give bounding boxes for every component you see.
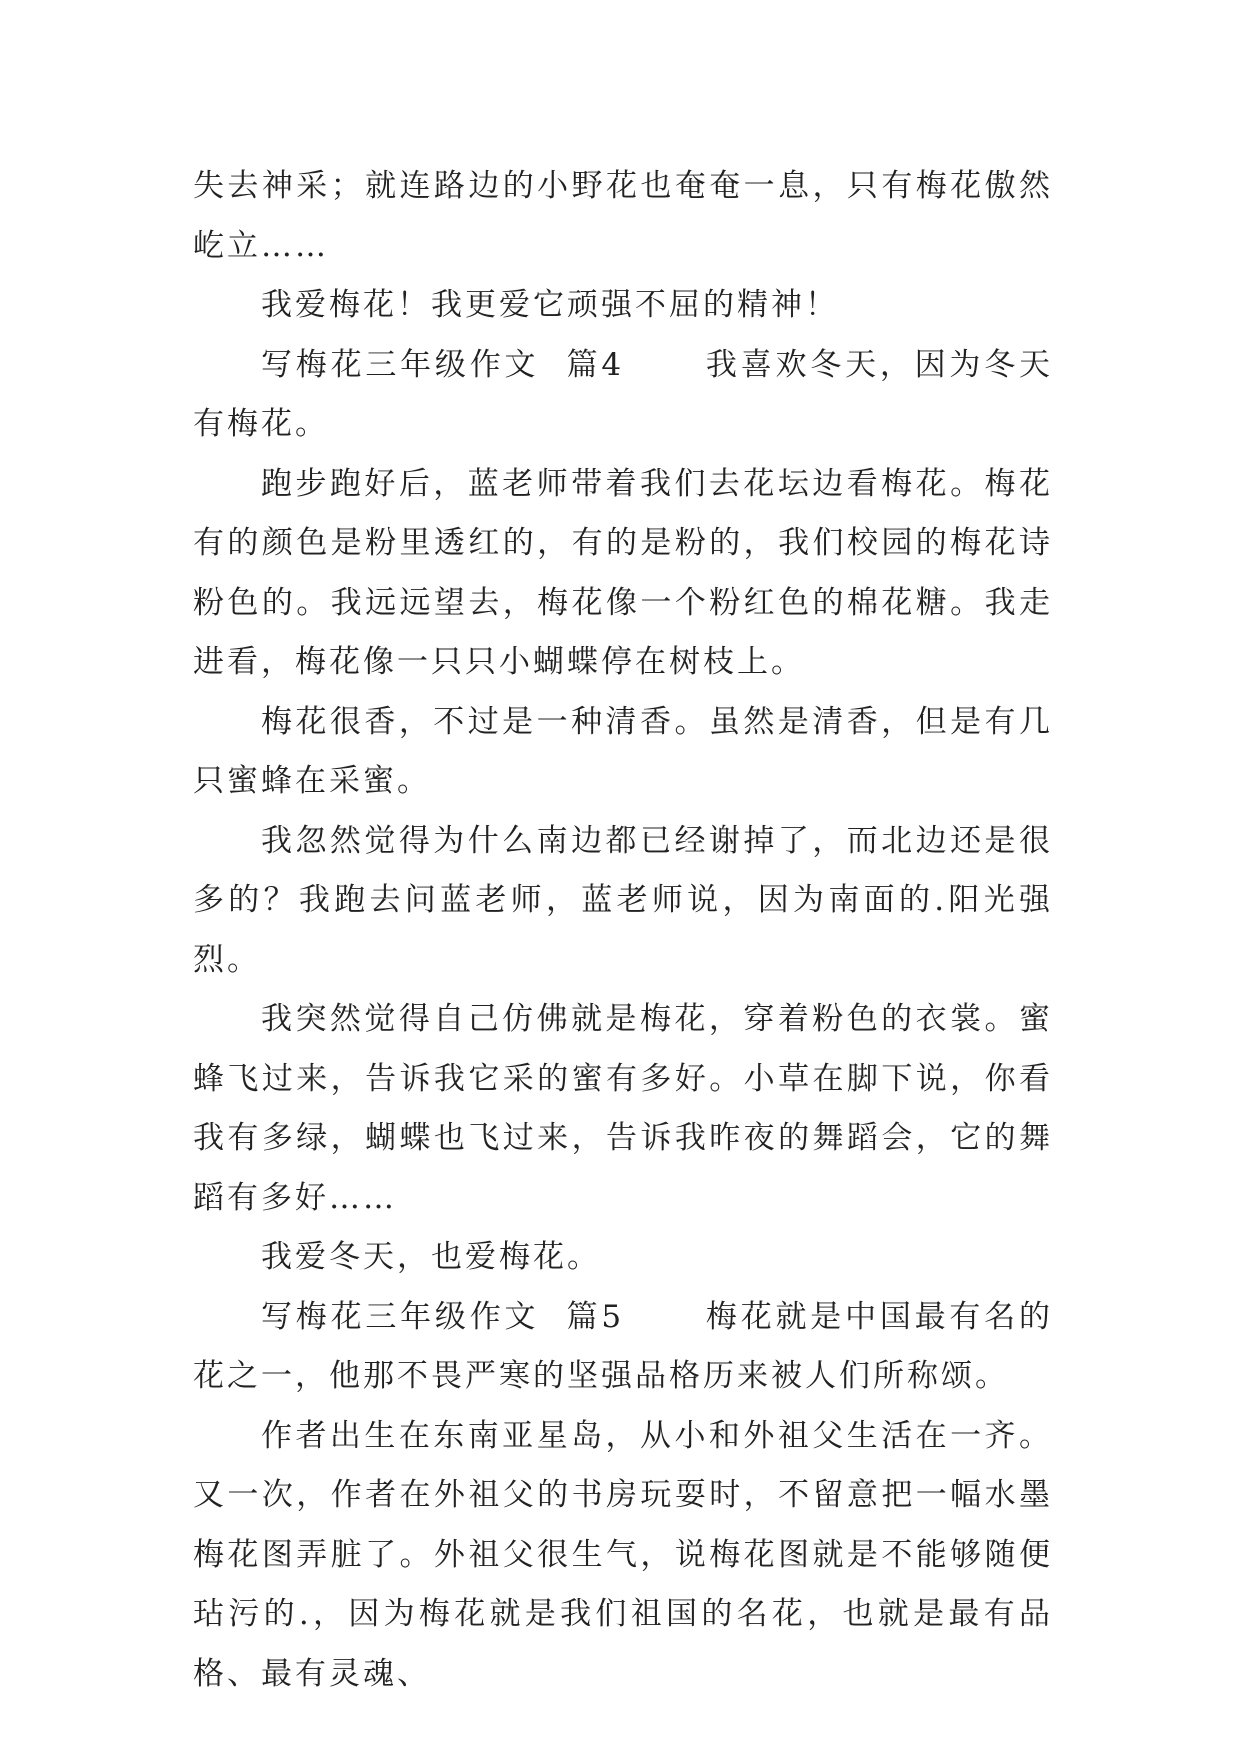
essay-heading-4: 写梅花三年级作文 篇4: [261, 346, 625, 383]
paragraph-text: 我爱冬天，也爱梅花。: [261, 1239, 601, 1275]
paragraph-5: [193, 693, 1053, 812]
paragraph-text: 失去神采；就连路边的小野花也奄奄一息，只有梅花傲然屹立……: [193, 168, 1053, 264]
paragraph-text: 我忽然觉得为什么南边都已经谢掉了，而北边还是很多的？我跑去问蓝老师，蓝老师说，因为南面的.阳光强烈。: [193, 822, 1053, 978]
paragraph-2: [193, 276, 1053, 336]
paragraph-6: [193, 812, 1053, 991]
paragraph-text: 作者出生在东南亚星岛，从小和外祖父生活在一齐。又一次，作者在外祖父的书房玩耍时，不留意把一幅水墨梅花图弄脏了。外祖父很生气，说梅花图就是不能够随便玷污的.，因为梅花就是我们祖国的名花，也就是最有品格、最有灵魂、: [193, 1417, 1053, 1692]
paragraph-text: 我突然觉得自己仿佛就是梅花，穿着粉色的衣裳。蜜蜂飞过来，告诉我它采的蜜有多好。小草在脚下说，你看我有多绿，蝴蝶也飞过来，告诉我昨夜的舞蹈会，它的舞蹈有多好……: [193, 1001, 1053, 1216]
paragraph-9: [193, 1288, 1053, 1407]
paragraph-text: 跑步跑好后，蓝老师带着我们去花坛边看梅花。梅花有的颜色是粉里透红的，有的是粉的，我们校园的梅花诗粉色的。我远远望去，梅花像一个粉红色的棉花糖。我走进看，梅花像一只只小蝴蝶停在树枝上。: [193, 465, 1053, 680]
paragraph-4: [193, 455, 1053, 693]
paragraph-7: [193, 990, 1053, 1228]
paragraph-text: 我喜欢冬天，因为冬天有梅花。: [193, 346, 1053, 442]
paragraph-text: 我爱梅花！我更爱它顽强不屈的精神！: [261, 287, 839, 323]
essay-heading-5: 写梅花三年级作文 篇5: [261, 1298, 625, 1335]
paragraph-1: [193, 157, 1053, 276]
paragraph-10: [193, 1407, 1053, 1705]
paragraph-3: [193, 336, 1053, 455]
paragraph-text: 梅花很香，不过是一种清香。虽然是清香，但是有几只蜜蜂在采蜜。: [193, 703, 1053, 799]
paragraph-8: [193, 1228, 1053, 1288]
paragraph-text: 梅花就是中国最有名的花之一，他那不畏严寒的坚强品格历来被人们所称颂。: [193, 1298, 1053, 1394]
document-body: [193, 157, 1053, 1704]
